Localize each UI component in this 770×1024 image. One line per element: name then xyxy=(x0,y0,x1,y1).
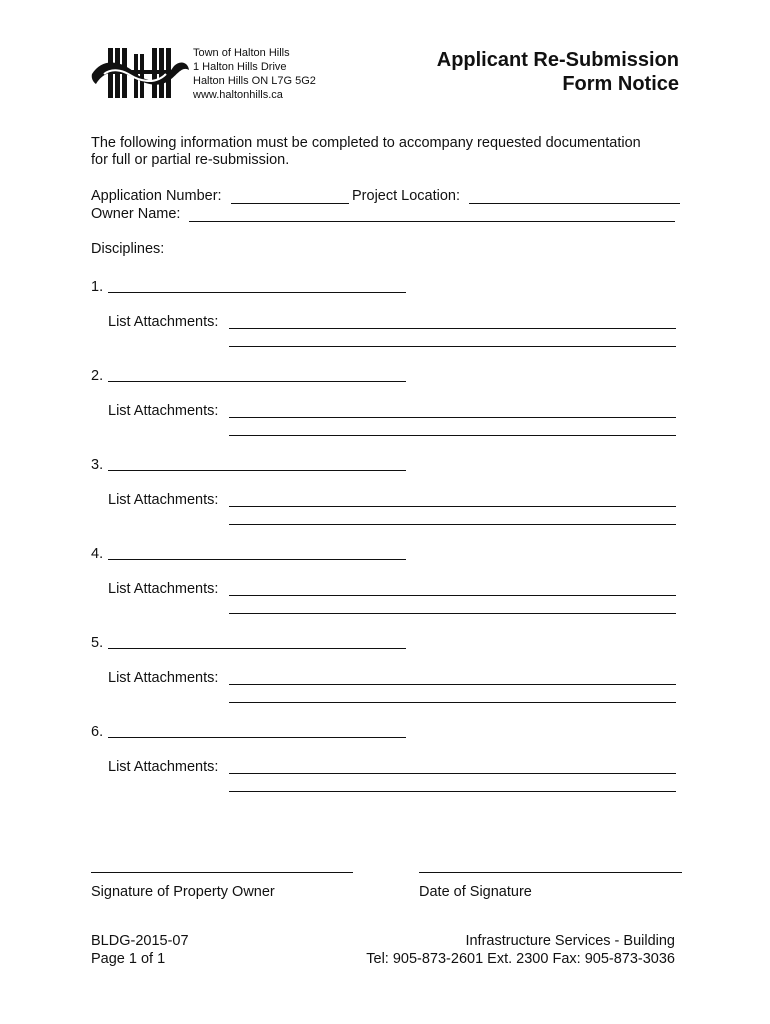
address-line-3: Halton Hills ON L7G 5G2 xyxy=(193,75,316,87)
owner-signature-input[interactable] xyxy=(93,854,351,872)
attachments-6-input-2[interactable] xyxy=(231,775,674,791)
website-link[interactable]: www.haltonhills.ca xyxy=(193,89,283,101)
attachments-1-input-2[interactable] xyxy=(231,330,674,346)
discipline-4-input[interactable] xyxy=(110,543,404,559)
discipline-number-3: 3. xyxy=(91,457,104,473)
address-line-1: Town of Halton Hills xyxy=(193,47,290,59)
discipline-6-input[interactable] xyxy=(110,721,404,737)
disciplines-heading: Disciplines: xyxy=(91,241,165,257)
discipline-number-5: 5. xyxy=(91,635,104,651)
list-attachments-label-1: List Attachments: xyxy=(108,314,219,330)
attachments-3-line-1 xyxy=(229,506,676,507)
discipline-2-input[interactable] xyxy=(110,365,404,381)
attachments-1-line-1 xyxy=(229,328,676,329)
intro-line-1: The following information must be completed to accompany requested documentation xyxy=(91,135,641,151)
discipline-3-underline xyxy=(108,470,406,471)
date-signature-label: Date of Signature xyxy=(419,884,532,900)
attachments-5-input-1[interactable] xyxy=(231,668,674,684)
discipline-number-2: 2. xyxy=(91,368,104,384)
application-number-underline xyxy=(231,203,349,204)
department-name: Infrastructure Services - Building xyxy=(465,933,675,949)
attachments-2-line-2 xyxy=(229,435,676,436)
project-location-label: Project Location: xyxy=(352,188,461,204)
attachments-5-input-2[interactable] xyxy=(231,686,674,702)
discipline-1-input[interactable] xyxy=(110,276,404,292)
attachments-5-line-2 xyxy=(229,702,676,703)
discipline-5-underline xyxy=(108,648,406,649)
attachments-2-input-2[interactable] xyxy=(231,419,674,435)
owner-signature-label: Signature of Property Owner xyxy=(91,884,275,900)
owner-name-label: Owner Name: xyxy=(91,206,181,222)
discipline-number-6: 6. xyxy=(91,724,104,740)
owner-name-input[interactable] xyxy=(190,205,673,221)
list-attachments-label-6: List Attachments: xyxy=(108,759,219,775)
attachments-4-input-2[interactable] xyxy=(231,597,674,613)
project-location-underline xyxy=(469,203,680,204)
application-number-label: Application Number: xyxy=(91,188,222,204)
attachments-5-line-1 xyxy=(229,684,676,685)
attachments-3-input-1[interactable] xyxy=(231,490,674,506)
attachments-1-input-1[interactable] xyxy=(231,312,674,328)
intro-line-2: for full or partial re-submission. xyxy=(91,152,290,168)
list-attachments-label-4: List Attachments: xyxy=(108,581,219,597)
attachments-6-line-1 xyxy=(229,773,676,774)
page-number: Page 1 of 1 xyxy=(91,951,166,967)
form-title-line-1: Applicant Re-Submission xyxy=(436,49,679,71)
attachments-1-line-2 xyxy=(229,346,676,347)
attachments-3-line-2 xyxy=(229,524,676,525)
list-attachments-label-2: List Attachments: xyxy=(108,403,219,419)
list-attachments-label-3: List Attachments: xyxy=(108,492,219,508)
owner-name-underline xyxy=(189,221,675,222)
attachments-3-input-2[interactable] xyxy=(231,508,674,524)
attachments-2-line-1 xyxy=(229,417,676,418)
attachments-4-input-1[interactable] xyxy=(231,579,674,595)
discipline-6-underline xyxy=(108,737,406,738)
attachments-4-line-1 xyxy=(229,595,676,596)
attachments-2-input-1[interactable] xyxy=(231,401,674,417)
form-code: BLDG-2015-07 xyxy=(91,933,189,949)
discipline-3-input[interactable] xyxy=(110,454,404,470)
application-number-input[interactable] xyxy=(232,187,348,203)
date-signature-line xyxy=(419,872,682,873)
town-of-halton-hills-logo xyxy=(90,44,190,102)
discipline-2-underline xyxy=(108,381,406,382)
discipline-1-underline xyxy=(108,292,406,293)
discipline-number-4: 4. xyxy=(91,546,104,562)
attachments-4-line-2 xyxy=(229,613,676,614)
discipline-5-input[interactable] xyxy=(110,632,404,648)
date-signature-input[interactable] xyxy=(421,854,680,872)
owner-signature-line xyxy=(91,872,353,873)
discipline-4-underline xyxy=(108,559,406,560)
form-title-line-2: Form Notice xyxy=(562,73,679,95)
project-location-input[interactable] xyxy=(470,187,678,203)
attachments-6-line-2 xyxy=(229,791,676,792)
attachments-6-input-1[interactable] xyxy=(231,757,674,773)
discipline-number-1: 1. xyxy=(91,279,104,295)
list-attachments-label-5: List Attachments: xyxy=(108,670,219,686)
address-line-2: 1 Halton Hills Drive xyxy=(193,61,287,73)
contact-info: Tel: 905-873-2601 Ext. 2300 Fax: 905-873-3036 xyxy=(366,951,675,967)
